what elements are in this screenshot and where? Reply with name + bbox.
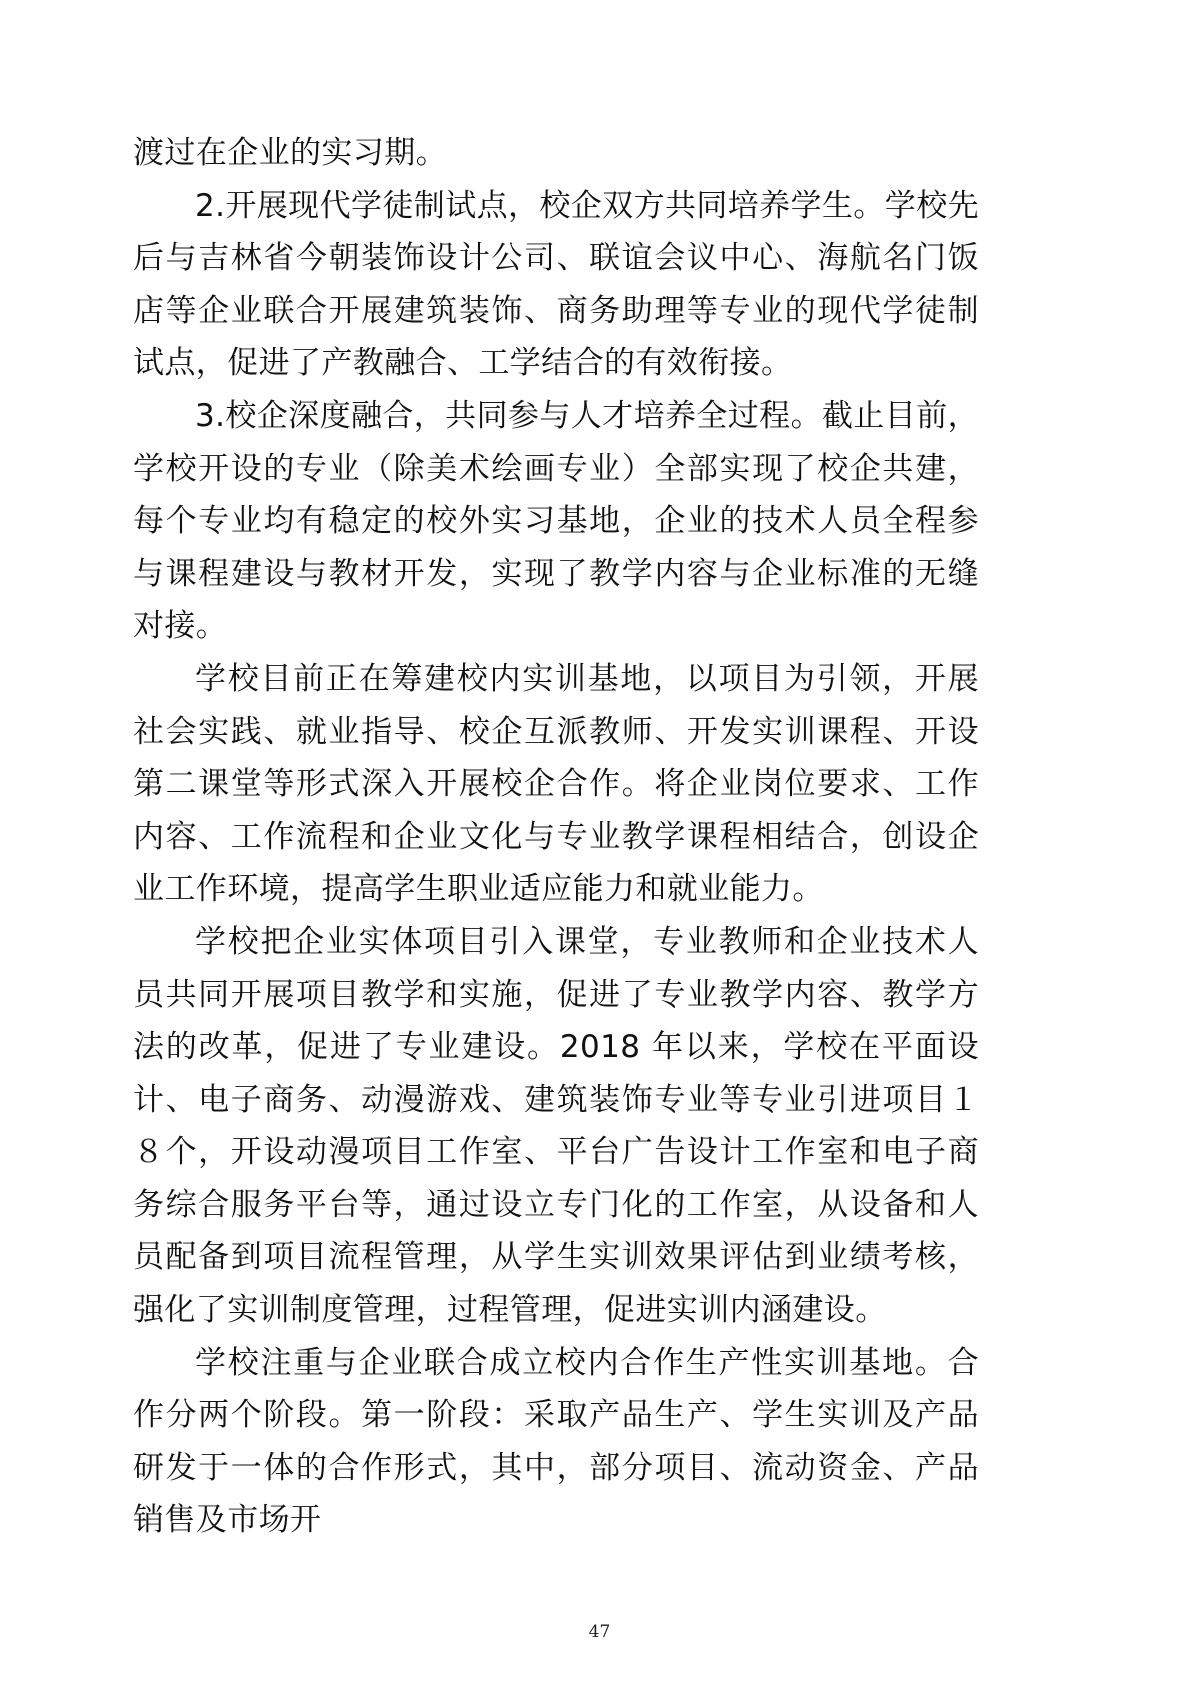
- paragraph-continuation: 渡过在企业的实习期。: [133, 135, 447, 171]
- paragraph-enterprise-projects: 学校把企业实体项目引入课堂，专业教师和企业技术人员共同开展项目教学和实施，促进了专业教学内容、教学方法的改革，促进了专业建设。2018 年以来，学校在平面设计、电子商务、动漫游戏、建筑装饰专业等专业引进项目１８个，开设动漫项目工作室、平台广告设计工作室和电子商务综合服务平台等，通过设立专门化的工作室，从设备和人员配备到项目流程管理，从学生实训效果评估到业绩考核，强化了实训制度管理，过程管理，促进实训内涵建设。: [133, 923, 979, 1329]
- page-number: 47: [588, 1622, 611, 1642]
- paragraph-training-base: 学校目前正在筹建校内实训基地，以项目为引领，开展社会实践、就业指导、校企互派教师、开发实训课程、开设第二课堂等形式深入开展校企合作。将企业岗位要求、工作内容、工作流程和企业文化与专业教学课程相结合，创设企业工作环境，提高学生职业适应能力和就业能力。: [133, 660, 979, 908]
- paragraph-production-base: 学校注重与企业联合成立校内合作生产性实训基地。合作分两个阶段。第一阶段：采取产品生产、学生实训及产品研发于一体的合作形式，其中，部分项目、流动资金、产品销售及市场开: [133, 1344, 979, 1539]
- paragraph-apprenticeship-pilot: 2.开展现代学徒制试点，校企双方共同培养学生。学校先后与吉林省今朝装饰设计公司、联谊会议中心、海航名门饭店等企业联合开展建筑装饰、商务助理等专业的现代学徒制试点，促进了产教融合、工学结合的有效衔接。: [133, 187, 979, 382]
- paragraph-deep-integration: 3.校企深度融合，共同参与人才培养全过程。截止目前，学校开设的专业（除美术绘画专业）全部实现了校企共建，每个专业均有稳定的校外实习基地，企业的技术人员全程参与课程建设与教材开发，实现了教学内容与企业标准的无缝对接。: [133, 397, 979, 645]
- body-text: [133, 127, 979, 1547]
